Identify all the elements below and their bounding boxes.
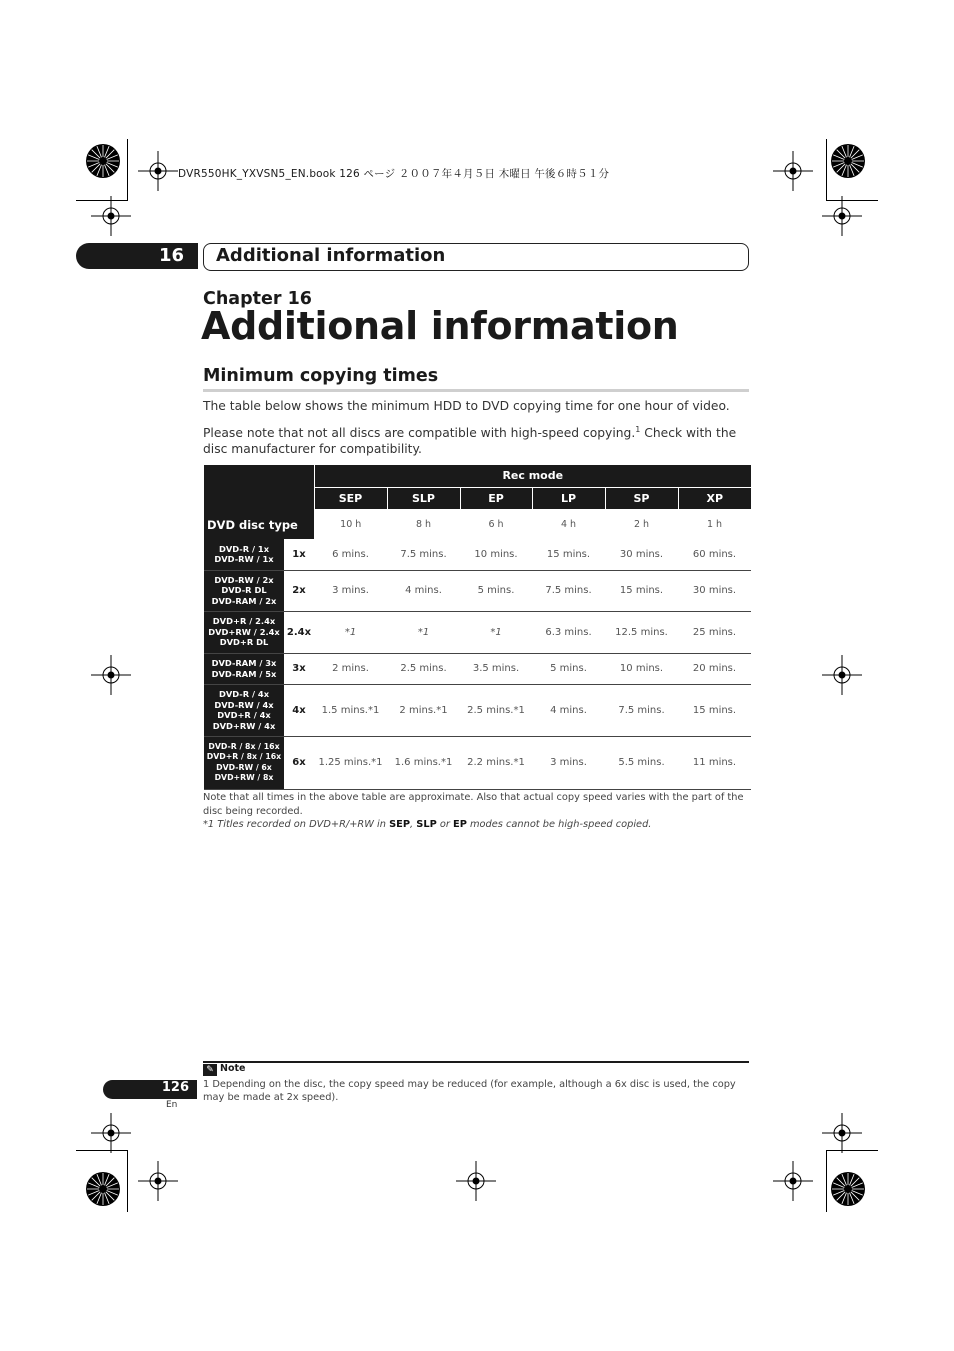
copy-time: 10 mins. [460,539,532,570]
copy-time: 6.3 mins. [532,611,605,653]
disc-types [204,570,284,611]
mode-hours: 2 h [633,518,650,530]
copy-time: 2 mins.*1 [387,684,460,736]
mode-name: EP [453,819,467,830]
disc-types [204,611,284,653]
copy-speed: 3x [284,653,314,684]
disc-type: DVD-RAM / 5x [211,668,277,679]
copy-time: *1 [387,611,460,653]
disc-types [204,539,284,570]
asterisk-note-text: , [410,819,417,830]
disc-type-header-cell [204,471,314,539]
disc-type: DVD+RW / 4x [212,720,276,731]
copy-time: 1.6 mins.*1 [387,736,460,789]
disc-type: DVD-RW / 1x [214,554,274,565]
copy-time: 3 mins. [314,570,387,611]
copy-time: 11 mins. [678,736,751,789]
chapter-label: Chapter 16 [203,289,312,309]
copy-time: 30 mins. [605,539,678,570]
copy-time: *1 [460,611,532,653]
table-row [204,653,751,684]
disc-type: DVD-R DL [221,585,267,596]
copy-time: 3.5 mins. [460,653,532,684]
copy-speed: 4x [284,684,314,736]
note-rule [203,1061,749,1063]
chapter-tab-number: 16 [158,245,184,266]
mode-hours: 6 h [488,518,504,530]
disc-type: DVD-R / 4x [218,689,270,699]
copy-time: 7.5 mins. [605,684,678,736]
rec-mode-header: Rec mode [314,465,751,487]
disc-type: DVD-RAM / 3x [211,658,277,668]
mode-header: SLP [387,487,460,509]
asterisk-note-text: modes cannot be high-speed copied. [466,819,652,830]
copy-time: 4 mins. [532,684,605,736]
copy-time: 25 mins. [678,611,751,653]
table-note: Note that all times in the above table are approximate. Also that actual copy speed varies with the part of the disc being recorded. [203,792,744,817]
disc-types [204,736,284,789]
table-row [204,736,751,789]
disc-type: DVD-R / 1x [218,543,270,554]
mode-hours: 4 h [560,518,577,530]
copy-time: 15 mins. [605,570,678,611]
note-label: Note [220,1063,246,1074]
copy-time: 2.2 mins.*1 [460,736,532,789]
copying-times-table [204,465,751,790]
page-language: En [166,1100,178,1110]
table-row [204,611,751,653]
mode-hours: 8 h [415,518,432,530]
disc-types [204,684,284,736]
copy-time: 4 mins. [387,570,460,611]
copy-time: 2.5 mins. [387,653,460,684]
disc-type: DVD+R / 4x [217,710,271,720]
copy-time: 3 mins. [532,736,605,789]
mode-header: LP [532,487,605,509]
disc-type: DVD-R / 8x / 16x [208,741,280,751]
intro-paragraph: The table below shows the minimum HDD to DVD copying time for one hour of video. [203,399,730,413]
section-title: Minimum copying times [203,366,439,386]
copy-speed: 1x [284,539,314,570]
disc-type: DVD+RW / 2.4x [208,626,280,637]
table-row [204,570,751,611]
note-pencil-icon: ✎ [203,1064,217,1076]
mode-name: SLP [416,819,437,830]
mode-hours: 1 h [706,518,723,530]
intro-paragraph-2 [203,422,751,457]
footnote-ref: 1 [635,425,641,434]
copy-speed: 6x [284,736,314,789]
book-info: DVR550HK_YXVSN5_EN.book 126 ページ ２００７年４月５日 木曜日 午後６時５１分 [178,168,610,180]
disc-type: DVD-RW / 2x [214,574,274,585]
mode-hours: 10 h [340,518,362,530]
asterisk-note [203,818,751,832]
copy-time: 5.5 mins. [605,736,678,789]
copy-time: 15 mins. [532,539,605,570]
asterisk-note-text: *1 Titles recorded on DVD+R/+RW in [203,819,390,830]
intro-text: Check with the disc manufacturer for compatibility. [203,426,737,457]
asterisk-note-text: or [436,819,454,830]
copy-time: 1.25 mins.*1 [314,736,387,789]
disc-type-label: DVD disc type [207,518,298,532]
copy-time: 20 mins. [678,653,751,684]
table-row [204,684,751,736]
copy-time: 1.5 mins.*1 [314,684,387,736]
mode-header: EP [460,487,532,509]
mode-header: XP [678,487,751,509]
mode-header: SEP [314,487,387,509]
copy-time: *1 [314,611,387,653]
running-header-title: Additional information [216,245,446,266]
disc-type: DVD-RW / 6x [216,762,272,772]
disc-type: DVD-RAM / 2x [211,595,277,606]
disc-types [204,653,284,684]
page-title: Additional information [201,304,679,348]
copy-time: 60 mins. [678,539,751,570]
disc-type: DVD+R / 2.4x [212,616,276,627]
running-header [203,243,749,271]
copy-speed: 2.4x [284,611,314,653]
table-row [204,539,751,570]
copy-time: 7.5 mins. [387,539,460,570]
mode-header: SP [605,487,678,509]
copy-time: 2 mins. [314,653,387,684]
footnote: 1 Depending on the disc, the copy speed may be reduced (for example, although a 6x disc is used, the copy may be made at 2x speed). [203,1079,736,1103]
chapter-tab [76,243,198,269]
disc-type: DVD-RW / 4x [214,699,274,710]
copy-time: 30 mins. [678,570,751,611]
copy-time: 2.5 mins.*1 [460,684,532,736]
page-number: 126 [161,1080,189,1095]
copy-time: 7.5 mins. [532,570,605,611]
mode-name: SEP [389,819,411,830]
page-number-tab [103,1080,197,1099]
copy-time: 10 mins. [605,653,678,684]
disc-type: DVD+RW / 8x [214,773,274,782]
disc-type: DVD+R / 8x / 16x [206,752,282,761]
intro-text: Please note that not all discs are compatible with high-speed copying. [203,426,636,441]
disc-type-header [204,465,314,539]
copy-speed: 2x [284,570,314,611]
copy-time: 5 mins. [460,570,532,611]
copy-time: 12.5 mins. [605,611,678,653]
copy-time: 6 mins. [314,539,387,570]
section-rule [203,389,749,392]
disc-type: DVD+R DL [219,637,269,648]
copy-time: 5 mins. [532,653,605,684]
copy-time: 15 mins. [678,684,751,736]
